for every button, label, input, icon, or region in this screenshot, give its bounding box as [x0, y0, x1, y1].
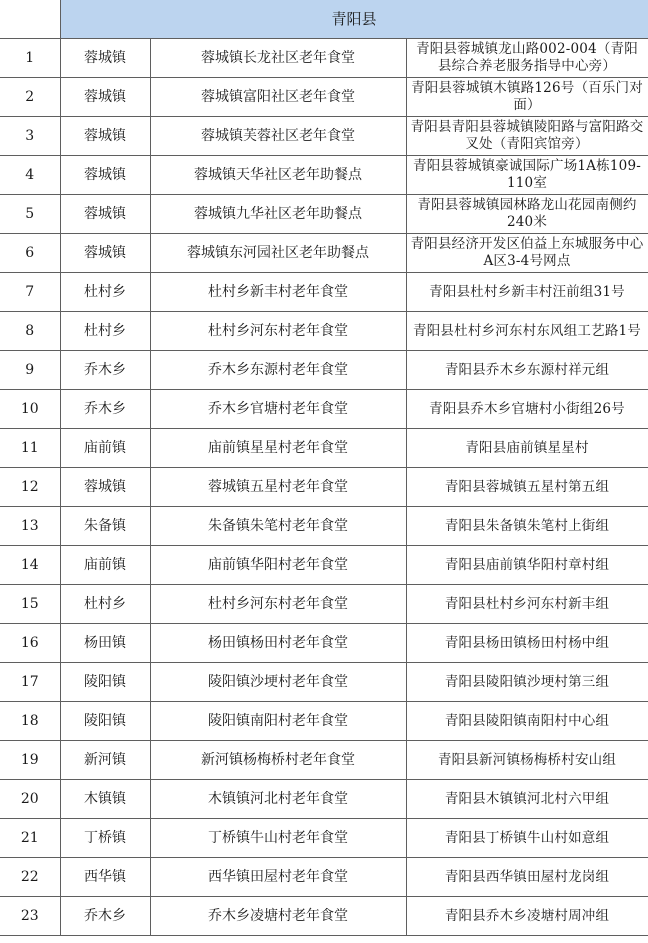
town-cell: 杜村乡: [60, 312, 150, 351]
canteen-name-cell: 蓉城镇九华社区老年助餐点: [150, 195, 406, 234]
canteen-name-cell: 乔木乡凌塘村老年食堂: [150, 897, 406, 936]
row-number-cell: 16: [0, 624, 60, 663]
row-number-cell: 15: [0, 585, 60, 624]
row-number-cell: 18: [0, 702, 60, 741]
table-row: [0, 156, 648, 195]
table-row: [0, 78, 648, 117]
canteen-name-cell: 蓉城镇富阳社区老年食堂: [150, 78, 406, 117]
address-cell: 青阳县经济开发区伯益上东城服务中心A区3-4号网点: [406, 234, 648, 273]
row-number-cell: 17: [0, 663, 60, 702]
town-cell: 蓉城镇: [60, 117, 150, 156]
row-number-cell: 7: [0, 273, 60, 312]
row-number-cell: 21: [0, 819, 60, 858]
table-row: [0, 507, 648, 546]
canteen-name-cell: 庙前镇华阳村老年食堂: [150, 546, 406, 585]
town-cell: 蓉城镇: [60, 468, 150, 507]
town-cell: 庙前镇: [60, 546, 150, 585]
canteen-name-cell: 蓉城镇五星村老年食堂: [150, 468, 406, 507]
table-row: [0, 546, 648, 585]
table-row: [0, 195, 648, 234]
row-number-cell: 3: [0, 117, 60, 156]
table-row: [0, 390, 648, 429]
address-cell: 青阳县庙前镇星星村: [406, 429, 648, 468]
address-cell: 青阳县丁桥镇牛山村如意组: [406, 819, 648, 858]
table-row: [0, 702, 648, 741]
row-number-cell: 12: [0, 468, 60, 507]
canteen-name-cell: 蓉城镇长龙社区老年食堂: [150, 39, 406, 78]
address-cell: 青阳县木镇镇河北村六甲组: [406, 780, 648, 819]
table-row: [0, 780, 648, 819]
canteen-name-cell: 丁桥镇牛山村老年食堂: [150, 819, 406, 858]
address-cell: 青阳县杜村乡新丰村汪前组31号: [406, 273, 648, 312]
row-number-cell: 2: [0, 78, 60, 117]
row-number-cell: 22: [0, 858, 60, 897]
town-cell: 朱备镇: [60, 507, 150, 546]
address-cell: 青阳县青阳县蓉城镇陵阳路与富阳路交叉处（青阳宾馆旁）: [406, 117, 648, 156]
town-cell: 杜村乡: [60, 273, 150, 312]
row-number-cell: 23: [0, 897, 60, 936]
canteen-name-cell: 朱备镇朱笔村老年食堂: [150, 507, 406, 546]
town-cell: 杨田镇: [60, 624, 150, 663]
town-cell: 陵阳镇: [60, 702, 150, 741]
row-number-cell: 6: [0, 234, 60, 273]
row-number-cell: 4: [0, 156, 60, 195]
canteen-name-cell: 陵阳镇南阳村老年食堂: [150, 702, 406, 741]
canteen-name-cell: 西华镇田屋村老年食堂: [150, 858, 406, 897]
canteen-name-cell: 杨田镇杨田村老年食堂: [150, 624, 406, 663]
row-number-cell: 19: [0, 741, 60, 780]
address-cell: 青阳县蓉城镇五星村第五组: [406, 468, 648, 507]
table-row: [0, 234, 648, 273]
row-number-cell: 11: [0, 429, 60, 468]
table-row: [0, 663, 648, 702]
canteen-name-cell: 蓉城镇东河园社区老年助餐点: [150, 234, 406, 273]
town-cell: 西华镇: [60, 858, 150, 897]
town-cell: 乔木乡: [60, 390, 150, 429]
address-cell: 青阳县蓉城镇豪诚国际广场1A栋109-110室: [406, 156, 648, 195]
canteen-name-cell: 杜村乡河东村老年食堂: [150, 585, 406, 624]
address-cell: 青阳县杜村乡河东村东风组工艺路1号: [406, 312, 648, 351]
table-row: [0, 468, 648, 507]
table-row: [0, 897, 648, 936]
town-cell: 蓉城镇: [60, 156, 150, 195]
canteen-name-cell: 陵阳镇沙埂村老年食堂: [150, 663, 406, 702]
address-cell: 青阳县乔木乡官塘村小街组26号: [406, 390, 648, 429]
row-number-cell: 9: [0, 351, 60, 390]
table-row: [0, 273, 648, 312]
address-cell: 青阳县乔木乡东源村祥元组: [406, 351, 648, 390]
canteen-name-cell: 乔木乡官塘村老年食堂: [150, 390, 406, 429]
table-row: [0, 39, 648, 78]
canteen-name-cell: 乔木乡东源村老年食堂: [150, 351, 406, 390]
title-row: [0, 0, 648, 39]
address-cell: 青阳县杜村乡河东村新丰组: [406, 585, 648, 624]
table-row: [0, 858, 648, 897]
canteen-name-cell: 蓉城镇芙蓉社区老年食堂: [150, 117, 406, 156]
address-cell: 青阳县杨田镇杨田村杨中组: [406, 624, 648, 663]
canteen-name-cell: 庙前镇星星村老年食堂: [150, 429, 406, 468]
town-cell: 木镇镇: [60, 780, 150, 819]
table-row: [0, 351, 648, 390]
town-cell: 乔木乡: [60, 897, 150, 936]
address-cell: 青阳县庙前镇华阳村章村组: [406, 546, 648, 585]
row-number-cell: 14: [0, 546, 60, 585]
table-row: [0, 117, 648, 156]
town-cell: 蓉城镇: [60, 234, 150, 273]
town-cell: 新河镇: [60, 741, 150, 780]
canteen-name-cell: 杜村乡新丰村老年食堂: [150, 273, 406, 312]
row-number-cell: 8: [0, 312, 60, 351]
table-row: [0, 819, 648, 858]
table-row: [0, 585, 648, 624]
canteen-name-cell: 蓉城镇天华社区老年助餐点: [150, 156, 406, 195]
row-number-cell: 13: [0, 507, 60, 546]
row-number-cell: 10: [0, 390, 60, 429]
title-pad-cell: [0, 0, 60, 39]
town-cell: 陵阳镇: [60, 663, 150, 702]
county-title: 青阳县: [60, 0, 648, 39]
address-cell: 青阳县蓉城镇园林路龙山花园南侧约240米: [406, 195, 648, 234]
town-cell: 乔木乡: [60, 351, 150, 390]
town-cell: 蓉城镇: [60, 78, 150, 117]
address-cell: 青阳县西华镇田屋村龙岗组: [406, 858, 648, 897]
address-cell: 青阳县新河镇杨梅桥村安山组: [406, 741, 648, 780]
town-cell: 杜村乡: [60, 585, 150, 624]
table-row: [0, 624, 648, 663]
town-cell: 庙前镇: [60, 429, 150, 468]
canteen-name-cell: 杜村乡河东村老年食堂: [150, 312, 406, 351]
canteen-name-cell: 新河镇杨梅桥村老年食堂: [150, 741, 406, 780]
table-row: [0, 741, 648, 780]
address-cell: 青阳县蓉城镇木镇路126号（百乐门对面）: [406, 78, 648, 117]
town-cell: 蓉城镇: [60, 39, 150, 78]
town-cell: 蓉城镇: [60, 195, 150, 234]
address-cell: 青阳县朱备镇朱笔村上街组: [406, 507, 648, 546]
address-cell: 青阳县蓉城镇龙山路002-004（青阳县综合养老服务指导中心旁）: [406, 39, 648, 78]
row-number-cell: 1: [0, 39, 60, 78]
row-number-cell: 20: [0, 780, 60, 819]
address-cell: 青阳县陵阳镇沙埂村第三组: [406, 663, 648, 702]
row-number-cell: 5: [0, 195, 60, 234]
town-cell: 丁桥镇: [60, 819, 150, 858]
canteen-name-cell: 木镇镇河北村老年食堂: [150, 780, 406, 819]
table-row: [0, 429, 648, 468]
table-row: [0, 312, 648, 351]
address-cell: 青阳县陵阳镇南阳村中心组: [406, 702, 648, 741]
address-cell: 青阳县乔木乡凌塘村周冲组: [406, 897, 648, 936]
